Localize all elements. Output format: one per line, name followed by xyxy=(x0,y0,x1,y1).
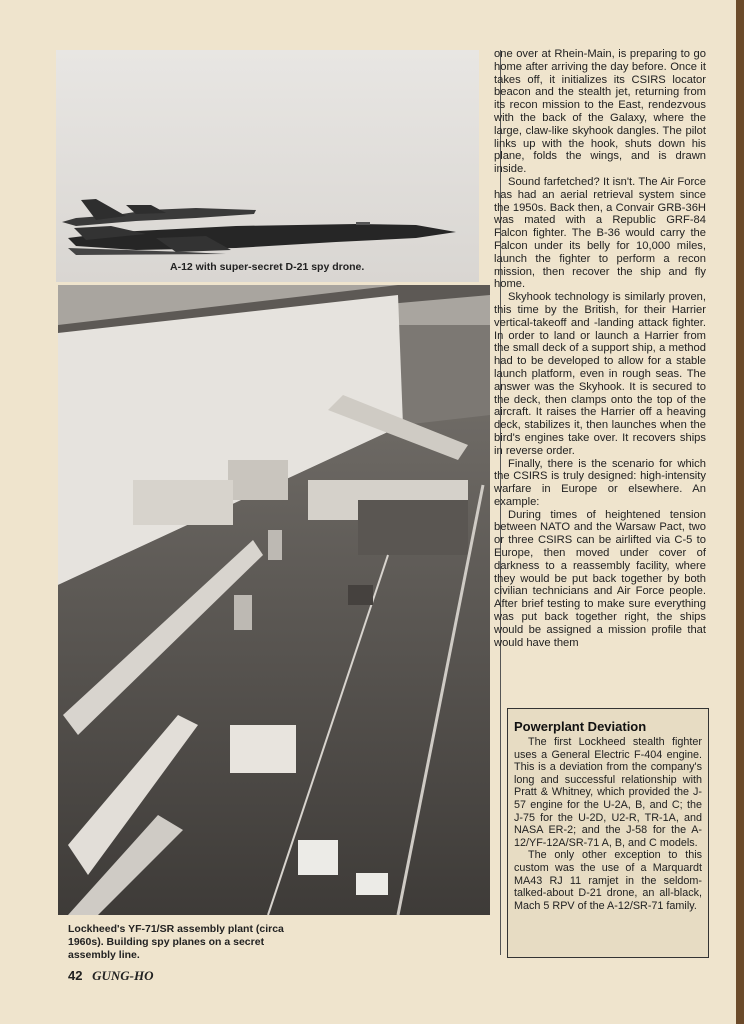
assembly-plant-photo xyxy=(58,285,490,915)
sidebar-paragraph: The first Lockheed stealth fighter uses a General Electric F-404 engine. This is a deviation from the company's long and successful relationship with Pratt & Whitney, which provided the J-57 engine for the U-2A, B, and C; the J-75 for the U-2D, U2-R, TR-1A, and NASA ER-2; and the J-58 for the A-12/YF-12A/SR-71 A, B, and C models. xyxy=(514,736,702,849)
assembly-plant-image xyxy=(58,285,490,915)
magazine-name: GUNG-HO xyxy=(92,968,154,983)
page-number: 42 xyxy=(68,968,83,983)
sidebar-title: Powerplant Deviation xyxy=(514,719,647,734)
article-body xyxy=(494,48,706,649)
page-edge-background xyxy=(736,0,744,1024)
a12-d21-photo xyxy=(56,50,479,282)
a12-aircraft-image xyxy=(56,50,479,282)
sidebar-paragraph: The only other exception to this custom was the use of a Marquardt MA43 RJ 11 ramjet in the seldom-talked-about D-21 drone, an all-black, Mach 5 RPV of the A-12/SR-71 family. xyxy=(514,849,702,912)
article-paragraph: Sound farfetched? It isn't. The Air Force has had an aerial retrieval system since the 1950s. Back then, a Convair GRB-36H was mated with a Republic GRF-84 Falcon fighter. The B-36 would carry the Falcon under its belly for 10,000 miles, launch the fighter to perform a recon mission, then recover the ship and fly home. xyxy=(494,175,706,291)
powerplant-sidebar xyxy=(507,708,709,958)
plant-photo-caption: Lockheed's YF-71/SR assembly plant (circa 1960s). Building spy planes on a secret assembly line. xyxy=(68,923,284,961)
article-paragraph: Finally, there is the scenario for which the CSIRS is truly designed: high-intensity warfare in Europe or elsewhere. An example: xyxy=(494,457,706,508)
top-photo-caption: A-12 with super-secret D-21 spy drone. xyxy=(170,261,365,273)
article-paragraph: one over at Rhein-Main, is preparing to go home after arriving the day before. Once it takes off, it initializes its CSIRS locator beacon and the stealth jet, returning from its recon mission to the East, rendezvous with the back of the Galaxy, where the large, claw-like skyhook dangles. The pilot links up with the hook, shuts down his plane, folds the wings, and is drawn inside. xyxy=(494,48,706,176)
article-paragraph: Skyhook technology is similarly proven, this time by the British, for their Harrier vertical-takeoff and -landing attack fighter. In order to land or launch a Harrier from the small deck of a support ship, a method had to be developed to allow for a stable launch platform, even in rough seas. The answer was the Skyhook. It is secured to the deck, then clamps onto the top of the aircraft. It raises the Harrier off a heaving deck, stabilizes it, then launches when the bird's engines take over. It recovers ships in reverse order. xyxy=(494,291,706,457)
article-paragraph: During times of heightened tension between NATO and the Warsaw Pact, two or three CSIRS can be airlifted via C-5 to Europe, then moved under cover of darkness to a reassembly facility, where they would be put back together by both civilian technicians and Air Force people. After brief testing to make sure everything was put back together right, the ships would be assigned a mission profile that would have them xyxy=(494,508,706,649)
page-footer xyxy=(68,968,153,984)
